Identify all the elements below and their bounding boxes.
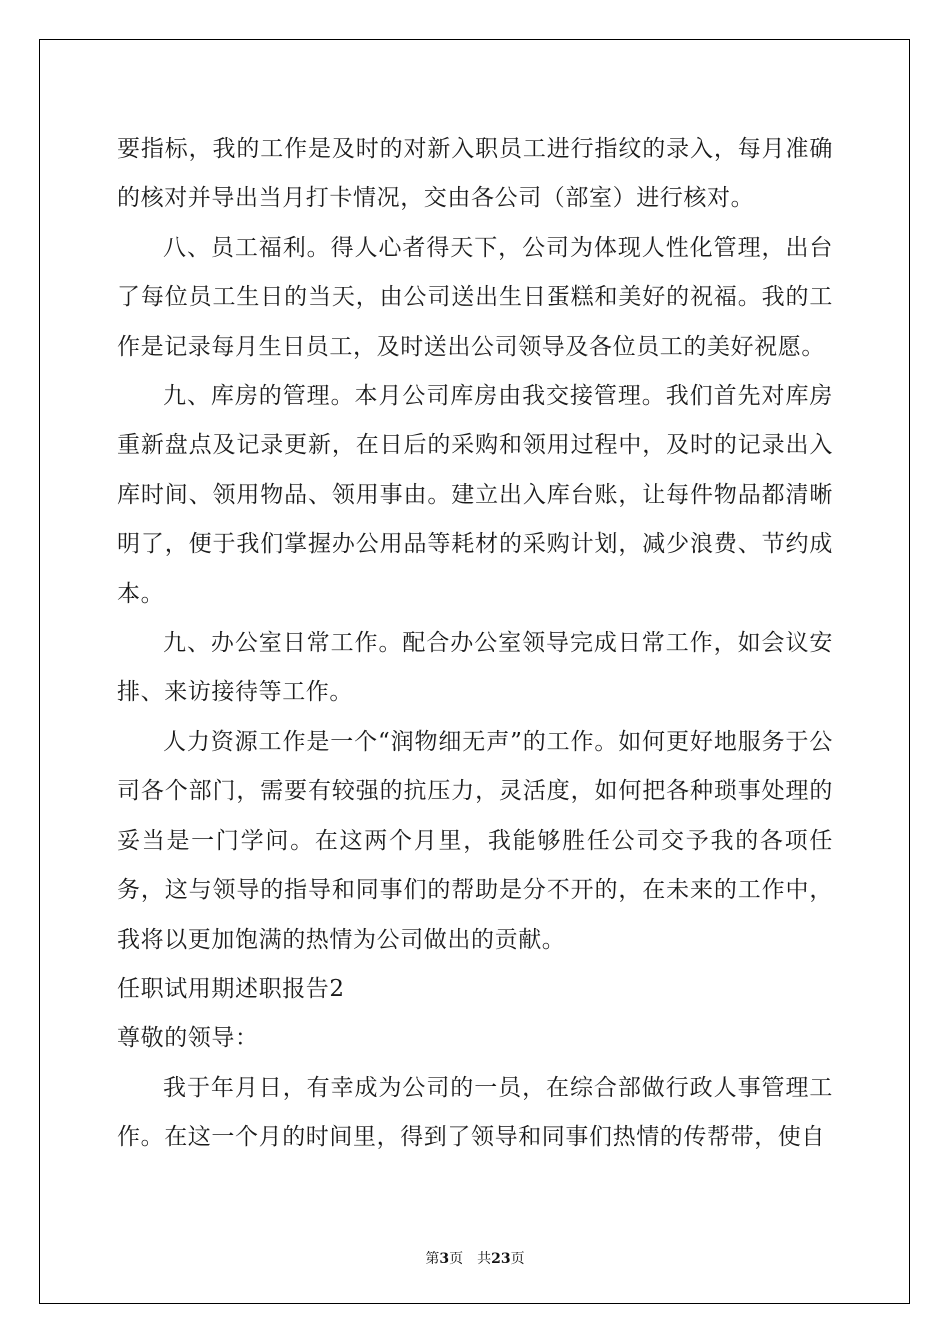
page-number: 3 (439, 1251, 450, 1267)
total-suffix: 页 (510, 1251, 525, 1267)
paragraph: 九、库房的管理。本月公司库房由我交接管理。我们首先对库房重新盘点及记录更新，在日后的采购和领用过程中，及时的记录出入库时间、领用物品、领用事由。建立出入库台账，让每件物品都清晰明了，便于我们掌握办公用品等耗材的采购计划，减少浪费、节约成本。 (117, 383, 833, 607)
section-heading: 任职试用期述职报告2 (117, 975, 345, 1002)
total-pages: 23 (491, 1251, 511, 1267)
page-suffix: 页 (449, 1251, 464, 1267)
document-body (117, 125, 833, 1163)
paragraph: 要指标，我的工作是及时的对新入职员工进行指纹的录入，每月准确的核对并导出当月打卡情况，交由各公司（部室）进行核对。 (117, 136, 833, 212)
paragraph: 九、办公室日常工作。配合办公室领导完成日常工作，如会议安排、来访接待等工作。 (117, 630, 833, 706)
paragraph: 八、员工福利。得人心者得天下，公司为体现人性化管理，出台了每位员工生日的当天，由公司送出生日蛋糕和美好的祝福。我的工作是记录每月生日员工，及时送出公司领导及各位员工的美好祝愿。 (117, 234, 833, 360)
paragraph: 人力资源工作是一个“润物细无声”的工作。如何更好地服务于公司各个部门，需要有较强的抗压力，灵活度，如何把各种琐事处理的妥当是一门学问。在这两个月里，我能够胜任公司交予我的各项任务，这与领导的指导和同事们的帮助是分不开的，在未来的工作中，我将以更加饱满的热情为公司做出的贡献。 (117, 728, 833, 953)
salutation: 尊敬的领导： (117, 1025, 259, 1052)
page-footer (0, 1248, 950, 1268)
paragraph: 我于年月日，有幸成为公司的一员，在综合部做行政人事管理工作。在这一个月的时间里，得到了领导和同事们热情的传帮带，使自 (117, 1074, 833, 1151)
total-prefix: 共 (477, 1251, 492, 1267)
page-prefix: 第 (425, 1251, 440, 1267)
